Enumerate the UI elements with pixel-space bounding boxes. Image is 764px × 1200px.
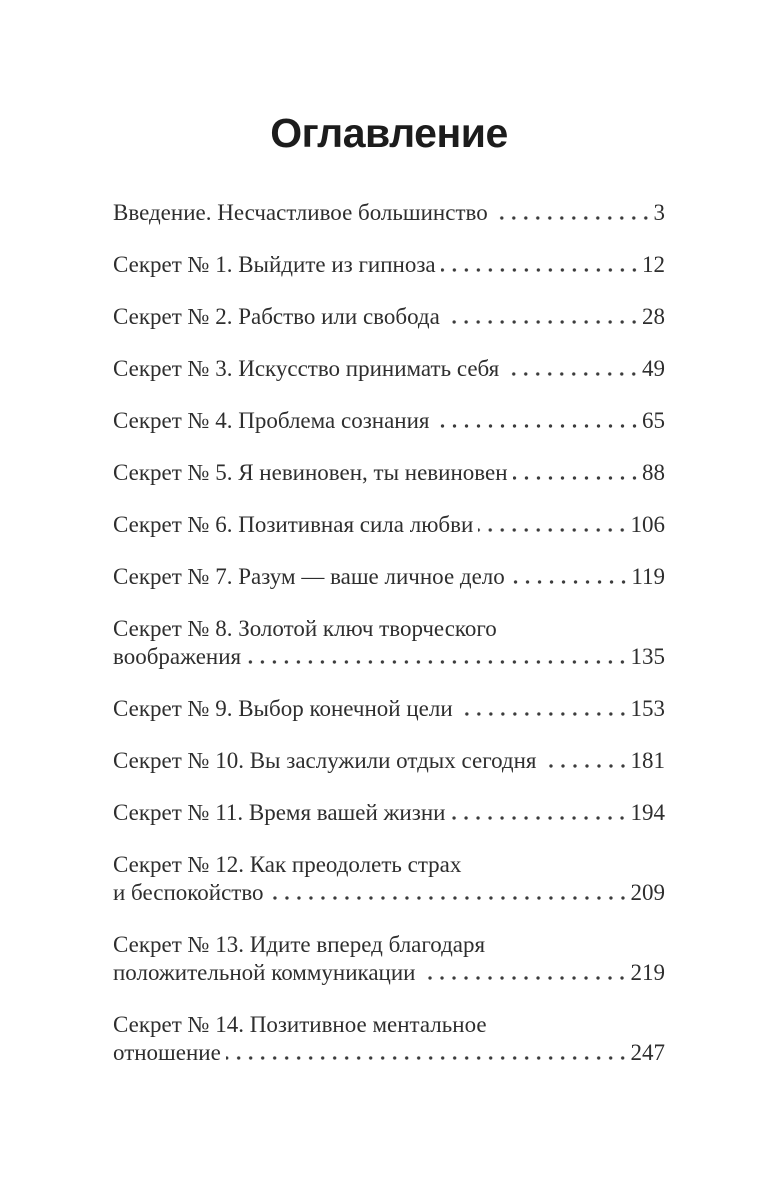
dot-leader — [435, 424, 641, 428]
toc-entry-line — [113, 931, 665, 959]
toc-page-number: 28 — [642, 304, 665, 329]
dot-leader — [450, 816, 628, 820]
toc-entry-secret-13 — [113, 931, 665, 987]
toc-page-number: 247 — [630, 1040, 665, 1065]
toc-entry-line — [113, 695, 665, 723]
toc-entry-secret-1 — [113, 251, 665, 279]
toc-page-number: 219 — [630, 960, 665, 985]
toc-entry-title: Секрет № 4. Проблема сознания — [113, 408, 430, 433]
dot-leader — [441, 268, 640, 272]
toc-entry-line — [113, 199, 665, 227]
dot-leader — [478, 528, 628, 532]
toc-entry-secret-12 — [113, 851, 665, 907]
toc-entry-title: Секрет № 3. Искусство принимать себя — [113, 356, 500, 381]
dot-leader — [246, 660, 628, 664]
toc-entry-title: Секрет № 5. Я невиновен, ты невиновен — [113, 460, 508, 485]
toc-entry-title-continued: положительной коммуникации — [113, 960, 416, 985]
toc-page-number: 153 — [630, 696, 665, 721]
toc-entry-title: Секрет № 9. Выбор конечной цели — [113, 696, 453, 721]
toc-entry-title: Секрет № 12. Как преодолеть страх — [113, 852, 462, 877]
dot-leader — [420, 976, 628, 980]
toc-entry-line — [113, 615, 665, 643]
toc-entry-secret-9 — [113, 695, 665, 723]
dot-leader — [269, 896, 629, 900]
dot-leader — [504, 372, 640, 376]
toc-page-number: 209 — [630, 880, 665, 905]
dot-leader — [542, 764, 629, 768]
table-of-contents — [113, 199, 665, 1067]
toc-page-number: 65 — [642, 408, 665, 433]
toc-entry-title: Секрет № 7. Разум — ваше личное дело — [113, 564, 505, 589]
toc-entry-title: Секрет № 13. Идите вперед благодаря — [113, 932, 486, 957]
toc-entry-secret-5 — [113, 459, 665, 487]
toc-entry-secret-10 — [113, 747, 665, 775]
toc-entry-title: Секрет № 2. Рабство или свобода — [113, 304, 440, 329]
toc-entry-secret-4 — [113, 407, 665, 435]
toc-entry-title: Секрет № 6. Позитивная сила любви — [113, 512, 474, 537]
toc-page-number: 106 — [630, 512, 665, 537]
toc-page-number: 12 — [642, 252, 665, 277]
toc-entry-secret-14 — [113, 1011, 665, 1067]
toc-entry-secret-7 — [113, 563, 665, 591]
toc-entry-title: Секрет № 1. Выйдите из гипноза — [113, 252, 436, 277]
toc-entry-line — [113, 407, 665, 435]
toc-entry-title: Секрет № 11. Время вашей жизни — [113, 800, 446, 825]
toc-entry-introduction — [113, 199, 665, 227]
toc-entry-secret-2 — [113, 303, 665, 331]
toc-page-number: 88 — [642, 460, 665, 485]
toc-page-number: 3 — [653, 200, 665, 225]
dot-leader — [445, 320, 640, 324]
toc-entry-title-continued: воображения — [113, 644, 242, 669]
toc-entry-line — [113, 1039, 665, 1067]
dot-leader — [458, 712, 629, 716]
toc-entry-secret-3 — [113, 355, 665, 383]
dot-leader — [493, 216, 652, 220]
toc-page-number: 49 — [642, 356, 665, 381]
toc-entry-line — [113, 355, 665, 383]
toc-entry-secret-8 — [113, 615, 665, 671]
toc-page-number: 135 — [630, 644, 665, 669]
toc-entry-title: Секрет № 14. Позитивное ментальное — [113, 1012, 487, 1037]
toc-entry-title: Секрет № 8. Золотой ключ творческого — [113, 616, 497, 641]
toc-entry-line — [113, 563, 665, 591]
toc-entry-title: Секрет № 10. Вы заслужили отдых сегодня — [113, 748, 537, 773]
toc-entry-secret-6 — [113, 511, 665, 539]
toc-page-number: 181 — [630, 748, 665, 773]
toc-entry-line — [113, 747, 665, 775]
toc-entry-line — [113, 251, 665, 279]
toc-page-number: 194 — [630, 800, 665, 825]
toc-entry-line — [113, 799, 665, 827]
toc-page-number: 119 — [631, 564, 665, 589]
dot-leader — [226, 1056, 629, 1060]
toc-entry-line — [113, 1011, 665, 1039]
toc-entry-line — [113, 851, 665, 879]
toc-entry-title-continued: и беспокойство — [113, 880, 264, 905]
page-title: Оглавление — [270, 110, 508, 156]
toc-entry-title: Введение. Несчастливое большинство — [113, 200, 488, 225]
toc-entry-title-continued: отношение — [113, 1040, 221, 1065]
toc-entry-line — [113, 959, 665, 987]
toc-entry-secret-11 — [113, 799, 665, 827]
toc-entry-line — [113, 511, 665, 539]
toc-entry-line — [113, 303, 665, 331]
dot-leader — [510, 580, 630, 584]
toc-entry-line — [113, 459, 665, 487]
toc-entry-line — [113, 643, 665, 671]
toc-entry-line — [113, 879, 665, 907]
dot-leader — [513, 476, 640, 480]
